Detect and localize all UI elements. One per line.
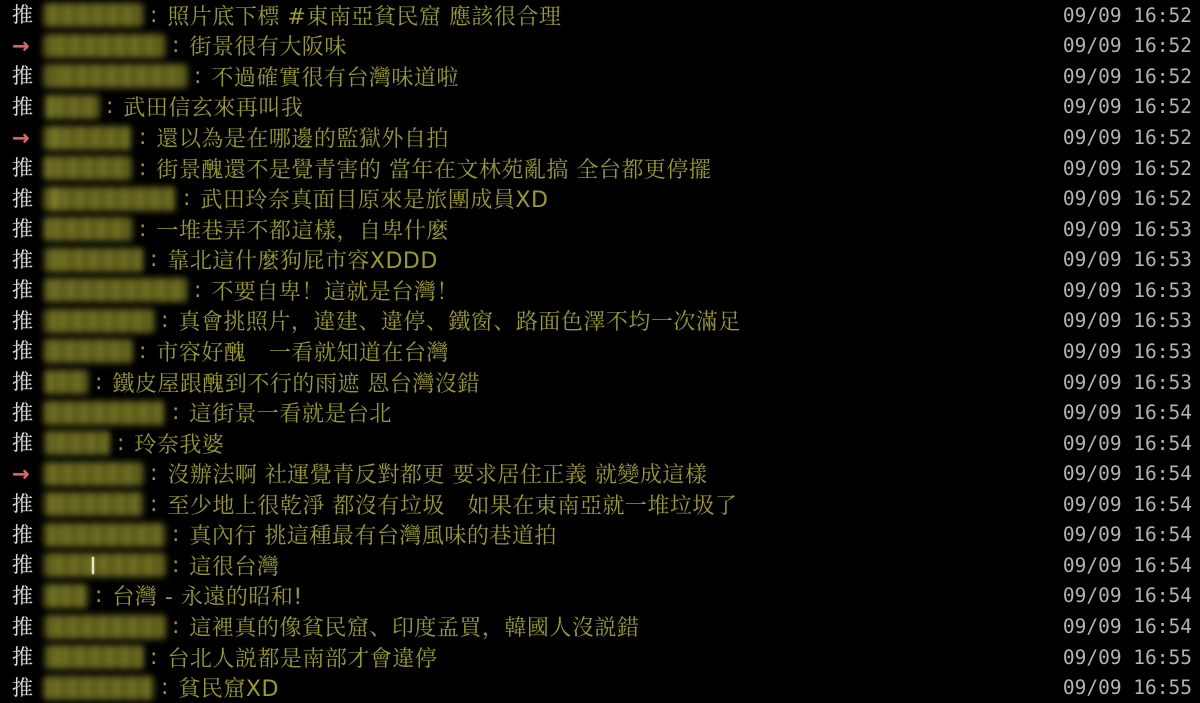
push-marker-icon: 推 xyxy=(12,156,33,181)
username-blurred-mask xyxy=(44,523,165,547)
username-blurred-mask xyxy=(44,126,132,150)
comment-text: 沒辦法啊 社運覺青反對都更 要求居住正義 就變成這樣 xyxy=(167,463,708,489)
comment-timestamp: 09/09 16:52 xyxy=(1062,156,1192,180)
comment-timestamp: 09/09 16:54 xyxy=(1062,401,1192,425)
comment-timestamp: 09/09 16:54 xyxy=(1062,584,1192,608)
comment-text: 真內行 挑這種最有台灣風味的巷道拍 xyxy=(189,524,557,550)
push-comment-row xyxy=(0,642,1200,673)
comment-timestamp: 09/09 16:52 xyxy=(1062,34,1192,58)
comment-separator: : xyxy=(139,216,147,242)
push-comment-row xyxy=(0,183,1200,214)
comment-timestamp: 09/09 16:54 xyxy=(1062,462,1192,486)
comment-timestamp: 09/09 16:53 xyxy=(1062,339,1192,363)
comment-timestamp: 09/09 16:52 xyxy=(1062,95,1192,119)
comment-timestamp: 09/09 16:54 xyxy=(1062,492,1192,516)
comment-text: 一堆巷弄不都這樣，自卑什麼 xyxy=(156,218,449,244)
comment-timestamp: 09/09 16:53 xyxy=(1062,278,1192,302)
push-marker-icon: 推 xyxy=(12,675,33,700)
push-marker-icon: 推 xyxy=(12,247,33,272)
push-comment-row xyxy=(0,214,1200,245)
comment-separator: : xyxy=(172,522,180,548)
username-blurred-mask xyxy=(44,34,165,58)
comment-separator: : xyxy=(150,644,158,670)
push-marker-icon: 推 xyxy=(12,278,33,303)
push-comment-row xyxy=(0,153,1200,184)
comment-separator: : xyxy=(172,552,180,578)
push-comment-row xyxy=(0,458,1200,489)
push-marker-icon: 推 xyxy=(12,370,33,395)
username-blurred-mask xyxy=(44,187,176,211)
username-blurred-mask xyxy=(44,3,143,27)
username-blurred-mask xyxy=(44,370,88,394)
comment-text: 靠北這什麼狗屁市容XDDD xyxy=(167,249,438,275)
comment-timestamp: 09/09 16:54 xyxy=(1062,523,1192,547)
push-marker-icon: 推 xyxy=(12,553,33,578)
push-comment-row xyxy=(0,520,1200,551)
comment-separator: : xyxy=(139,125,147,151)
comment-text: 貧民窟XD xyxy=(178,677,279,703)
username-blurred-mask xyxy=(44,492,143,516)
comment-text: 市容好醜 一看就知道在台灣 xyxy=(156,340,449,366)
push-marker-icon: 推 xyxy=(12,614,33,639)
push-comment-row xyxy=(0,0,1200,31)
push-marker-icon: 推 xyxy=(12,522,33,547)
comment-separator: : xyxy=(172,614,180,640)
comment-timestamp: 09/09 16:53 xyxy=(1062,309,1192,333)
push-marker-icon: 推 xyxy=(12,583,33,608)
push-marker-icon: 推 xyxy=(12,217,33,242)
username-blurred-mask xyxy=(44,676,154,700)
comment-timestamp: 09/09 16:54 xyxy=(1062,431,1192,455)
comment-text: 武田玲奈真面目原來是旅團成員XD xyxy=(200,188,549,214)
comment-separator: : xyxy=(106,94,114,120)
comment-separator: : xyxy=(139,155,147,181)
push-comment-row xyxy=(0,672,1200,703)
username-blurred-mask xyxy=(44,248,143,272)
username-blurred-mask xyxy=(44,553,165,577)
comment-timestamp: 09/09 16:52 xyxy=(1062,3,1192,27)
comment-timestamp: 09/09 16:52 xyxy=(1062,187,1192,211)
comment-timestamp: 09/09 16:53 xyxy=(1062,370,1192,394)
comment-text: 鐵皮屋跟醜到不行的雨遮 恩台灣沒錯 xyxy=(112,371,480,397)
username-blurred-mask xyxy=(44,615,165,639)
comment-text: 街景醜還不是覺青害的 當年在文林苑亂搞 全台都更停擺 xyxy=(156,157,712,183)
username-blurred-mask xyxy=(44,95,99,119)
push-comment-row xyxy=(0,367,1200,398)
push-marker-icon: 推 xyxy=(12,94,33,119)
comment-text: 至少地上很乾淨 都沒有垃圾 如果在東南亞就一堆垃圾了 xyxy=(167,493,738,519)
comment-text: 真會挑照片，違建、違停、鐵窗、路面色澤不均一次滿足 xyxy=(178,310,741,336)
username-blurred-mask xyxy=(44,278,187,302)
username-blurred-mask xyxy=(44,431,110,455)
comment-separator: : xyxy=(95,369,103,395)
comment-separator: : xyxy=(172,400,180,426)
comment-text: 街景很有大阪味 xyxy=(189,35,347,61)
text-cursor xyxy=(92,557,94,574)
username-blurred-mask xyxy=(44,339,132,363)
push-marker-icon: 推 xyxy=(12,400,33,425)
push-comment-row xyxy=(0,397,1200,428)
comment-timestamp: 09/09 16:54 xyxy=(1062,553,1192,577)
comment-timestamp: 09/09 16:53 xyxy=(1062,217,1192,241)
comment-separator: : xyxy=(194,63,202,89)
comment-separator: : xyxy=(150,247,158,273)
username-blurred-mask xyxy=(44,645,143,669)
push-comment-row xyxy=(0,61,1200,92)
comment-separator: : xyxy=(161,308,169,334)
username-blurred-mask xyxy=(44,584,88,608)
push-marker-icon: 推 xyxy=(12,3,33,28)
push-comment-row xyxy=(0,122,1200,153)
push-marker-icon: 推 xyxy=(12,308,33,333)
comment-separator: : xyxy=(117,430,125,456)
push-comment-row xyxy=(0,581,1200,612)
username-blurred-mask xyxy=(44,64,187,88)
username-blurred-mask xyxy=(44,401,165,425)
push-marker-icon: 推 xyxy=(12,492,33,517)
push-comment-row xyxy=(0,550,1200,581)
comment-separator: : xyxy=(183,186,191,212)
comment-text: 這裡真的像貧民窟、印度孟買，韓國人沒説錯 xyxy=(189,616,640,642)
push-marker-icon: 推 xyxy=(12,64,33,89)
comment-separator: : xyxy=(150,461,158,487)
comment-timestamp: 09/09 16:55 xyxy=(1062,676,1192,700)
comment-separator: : xyxy=(95,583,103,609)
comment-text: 不過確實很有台灣味道啦 xyxy=(211,65,459,91)
comment-timestamp: 09/09 16:55 xyxy=(1062,645,1192,669)
comment-separator: : xyxy=(150,491,158,517)
comment-text: 武田信玄來再叫我 xyxy=(123,96,304,122)
comment-timestamp: 09/09 16:52 xyxy=(1062,64,1192,88)
push-comment-row xyxy=(0,275,1200,306)
comment-text: 不要自卑！這就是台灣！ xyxy=(211,279,459,305)
comment-text: 台北人説都是南部才會違停 xyxy=(167,646,438,672)
push-comment-row xyxy=(0,31,1200,62)
username-blurred-mask xyxy=(44,217,132,241)
push-marker-icon: 推 xyxy=(12,186,33,211)
arrow-marker-icon: → xyxy=(12,33,30,58)
comment-text: 台灣 - 永遠的昭和! xyxy=(112,585,303,611)
comment-text: 這街景一看就是台北 xyxy=(189,402,392,428)
comment-timestamp: 09/09 16:52 xyxy=(1062,126,1192,150)
push-comment-row xyxy=(0,611,1200,642)
push-comment-row xyxy=(0,306,1200,337)
comment-separator: : xyxy=(150,2,158,28)
comment-text: 照片底下標 #東南亞貧民窟 應該很合理 xyxy=(167,4,562,30)
username-blurred-mask xyxy=(44,309,154,333)
comment-separator: : xyxy=(172,33,180,59)
push-comment-row xyxy=(0,428,1200,459)
arrow-marker-icon: → xyxy=(12,461,30,486)
username-blurred-mask xyxy=(44,156,132,180)
comment-timestamp: 09/09 16:54 xyxy=(1062,615,1192,639)
comment-timestamp: 09/09 16:53 xyxy=(1062,248,1192,272)
push-comment-row xyxy=(0,245,1200,276)
username-blurred-mask xyxy=(44,462,143,486)
push-comment-row xyxy=(0,489,1200,520)
push-comment-row xyxy=(0,92,1200,123)
comment-text: 還以為是在哪邊的監獄外自拍 xyxy=(156,127,449,153)
comment-text: 玲奈我婆 xyxy=(134,432,225,458)
push-marker-icon: 推 xyxy=(12,645,33,670)
comment-separator: : xyxy=(161,675,169,701)
comment-separator: : xyxy=(194,277,202,303)
push-marker-icon: 推 xyxy=(12,339,33,364)
comment-text: 這很台灣 xyxy=(189,554,280,580)
push-comment-row xyxy=(0,336,1200,367)
push-marker-icon: 推 xyxy=(12,431,33,456)
arrow-marker-icon: → xyxy=(12,125,30,150)
comment-separator: : xyxy=(139,338,147,364)
